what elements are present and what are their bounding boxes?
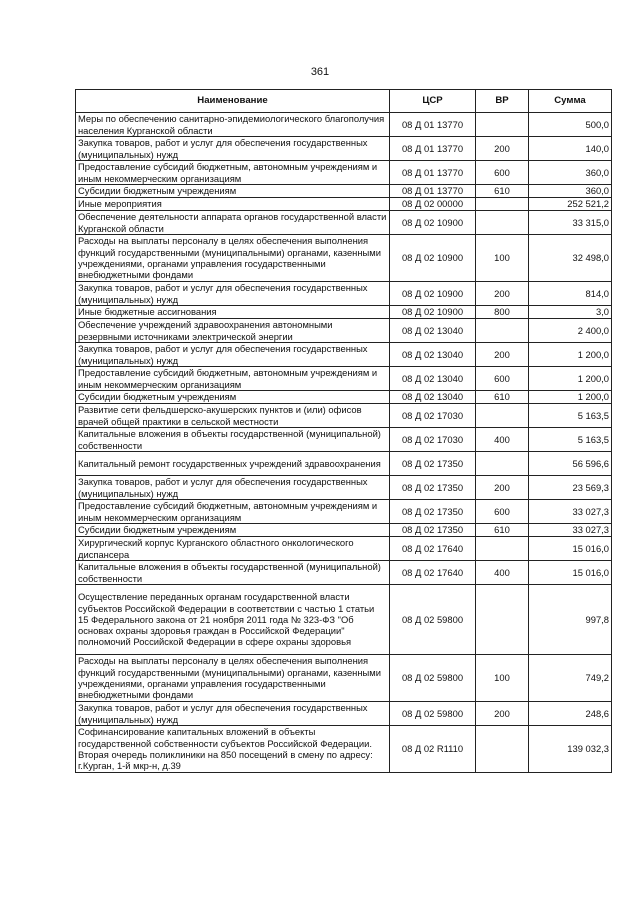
cell-vr: 200 — [476, 137, 529, 161]
table-row — [76, 500, 612, 524]
cell-vr: 600 — [476, 161, 529, 185]
cell-name: Расходы на выплаты персоналу в целях обеспечения выполнения функций государственными (муниципальными) органами, казенными учреждениями, органами управления государственными внебюджетными фондами — [76, 655, 390, 702]
cell-sum: 33 315,0 — [529, 211, 612, 235]
table-row — [76, 367, 612, 391]
cell-vr: 600 — [476, 500, 529, 524]
cell-sum: 139 032,3 — [529, 726, 612, 773]
cell-name: Закупка товаров, работ и услуг для обеспечения государственных (муниципальных) нужд — [76, 702, 390, 726]
cell-name: Предоставление субсидий бюджетным, автономным учреждениям и иным некоммерческим организациям — [76, 367, 390, 391]
cell-name: Субсидии бюджетным учреждениям — [76, 185, 390, 198]
cell-name: Иные бюджетные ассигнования — [76, 306, 390, 319]
cell-name: Капитальные вложения в объекты государственной (муниципальной) собственности — [76, 561, 390, 585]
cell-sum: 15 016,0 — [529, 561, 612, 585]
cell-name: Капитальные вложения в объекты государственной (муниципальной) собственности — [76, 428, 390, 452]
cell-name: Иные мероприятия — [76, 198, 390, 211]
table-row — [76, 537, 612, 561]
cell-csr: 08 Д 02 17640 — [390, 561, 476, 585]
cell-sum: 1 200,0 — [529, 391, 612, 404]
cell-name: Развитие сети фельдшерско-акушерских пунктов и (или) офисов врачей общей практики в сельской местности — [76, 404, 390, 428]
table-row — [76, 306, 612, 319]
cell-sum: 32 498,0 — [529, 235, 612, 282]
cell-csr: 08 Д 02 10900 — [390, 306, 476, 319]
cell-csr: 08 Д 02 59800 — [390, 702, 476, 726]
cell-name: Меры по обеспечению санитарно-эпидемиологического благополучия населения Курганской области — [76, 113, 390, 137]
cell-vr — [476, 113, 529, 137]
cell-sum: 360,0 — [529, 185, 612, 198]
page-number: 361 — [310, 66, 330, 78]
cell-name: Хирургический корпус Курганского областного онкологического диспансера — [76, 537, 390, 561]
cell-csr: 08 Д 02 10900 — [390, 235, 476, 282]
cell-vr: 200 — [476, 476, 529, 500]
cell-vr: 800 — [476, 306, 529, 319]
table-row — [76, 198, 612, 211]
cell-name: Закупка товаров, работ и услуг для обеспечения государственных (муниципальных) нужд — [76, 282, 390, 306]
cell-sum: 500,0 — [529, 113, 612, 137]
cell-csr: 08 Д 01 13770 — [390, 185, 476, 198]
table-row — [76, 343, 612, 367]
cell-sum: 749,2 — [529, 655, 612, 702]
table-row — [76, 235, 612, 282]
cell-sum: 5 163,5 — [529, 428, 612, 452]
cell-name: Предоставление субсидий бюджетным, автономным учреждениям и иным некоммерческим организациям — [76, 161, 390, 185]
table-row — [76, 561, 612, 585]
cell-vr — [476, 452, 529, 476]
cell-sum: 5 163,5 — [529, 404, 612, 428]
header-vr: ВР — [476, 90, 529, 113]
cell-sum: 15 016,0 — [529, 537, 612, 561]
cell-csr: 08 Д 01 13770 — [390, 161, 476, 185]
table-row — [76, 726, 612, 773]
cell-sum: 360,0 — [529, 161, 612, 185]
table-row — [76, 137, 612, 161]
cell-csr: 08 Д 02 13040 — [390, 343, 476, 367]
cell-vr: 200 — [476, 282, 529, 306]
cell-vr: 610 — [476, 524, 529, 537]
cell-name: Закупка товаров, работ и услуг для обеспечения государственных (муниципальных) нужд — [76, 343, 390, 367]
cell-sum: 23 569,3 — [529, 476, 612, 500]
cell-vr — [476, 211, 529, 235]
header-sum: Сумма — [529, 90, 612, 113]
cell-sum: 1 200,0 — [529, 343, 612, 367]
cell-csr: 08 Д 02 59800 — [390, 655, 476, 702]
cell-csr: 08 Д 02 13040 — [390, 391, 476, 404]
cell-vr: 200 — [476, 702, 529, 726]
cell-sum: 997,8 — [529, 585, 612, 655]
cell-name: Капитальный ремонт государственных учреждений здравоохранения — [76, 452, 390, 476]
cell-csr: 08 Д 01 13770 — [390, 113, 476, 137]
cell-csr: 08 Д 02 17350 — [390, 452, 476, 476]
cell-csr: 08 Д 02 13040 — [390, 367, 476, 391]
cell-sum: 814,0 — [529, 282, 612, 306]
table-row — [76, 185, 612, 198]
cell-sum: 1 200,0 — [529, 367, 612, 391]
cell-vr — [476, 585, 529, 655]
cell-vr: 100 — [476, 235, 529, 282]
cell-sum: 3,0 — [529, 306, 612, 319]
table-header-row — [76, 90, 612, 113]
cell-name: Закупка товаров, работ и услуг для обеспечения государственных (муниципальных) нужд — [76, 137, 390, 161]
table-row — [76, 404, 612, 428]
table-row — [76, 161, 612, 185]
cell-csr: 08 Д 02 17030 — [390, 428, 476, 452]
cell-csr: 08 Д 02 59800 — [390, 585, 476, 655]
cell-name: Софинансирование капитальных вложений в объекты государственной собственности субъектов Российской Федерации. Вторая очередь поликлиники на 850 посещений в смену по адресу: г.Курган, 1-й мкр-н, д.39 — [76, 726, 390, 773]
table-row — [76, 113, 612, 137]
header-name: Наименование — [76, 90, 390, 113]
cell-sum: 56 596,6 — [529, 452, 612, 476]
cell-csr: 08 Д 02 17350 — [390, 476, 476, 500]
table-row — [76, 702, 612, 726]
table-row — [76, 585, 612, 655]
cell-vr — [476, 404, 529, 428]
cell-sum: 2 400,0 — [529, 319, 612, 343]
cell-name: Обеспечение деятельности аппарата органов государственной власти Курганской области — [76, 211, 390, 235]
cell-vr: 600 — [476, 367, 529, 391]
table-row — [76, 282, 612, 306]
cell-csr: 08 Д 02 00000 — [390, 198, 476, 211]
table-row — [76, 428, 612, 452]
table-row — [76, 476, 612, 500]
cell-sum: 140,0 — [529, 137, 612, 161]
cell-vr — [476, 198, 529, 211]
cell-sum: 248,6 — [529, 702, 612, 726]
cell-csr: 08 Д 01 13770 — [390, 137, 476, 161]
cell-sum: 252 521,2 — [529, 198, 612, 211]
cell-vr — [476, 319, 529, 343]
cell-sum: 33 027,3 — [529, 524, 612, 537]
cell-csr: 08 Д 02 10900 — [390, 282, 476, 306]
cell-name: Расходы на выплаты персоналу в целях обеспечения выполнения функций государственными (муниципальными) органами, казенными учреждениями, органами управления государственными внебюджетными фондами — [76, 235, 390, 282]
cell-vr: 100 — [476, 655, 529, 702]
cell-vr: 400 — [476, 561, 529, 585]
cell-csr: 08 Д 02 10900 — [390, 211, 476, 235]
table-row — [76, 452, 612, 476]
cell-name: Обеспечение учреждений здравоохранения автономными резервными источниками электрической энергии — [76, 319, 390, 343]
cell-csr: 08 Д 02 17350 — [390, 524, 476, 537]
table-row — [76, 391, 612, 404]
cell-csr: 08 Д 02 17640 — [390, 537, 476, 561]
budget-table — [75, 89, 612, 773]
table-row — [76, 319, 612, 343]
cell-name: Осуществление переданных органам государственной власти субъектов Российской Федерации в соответствии с частью 1 статьи 15 Федерального закона от 21 ноября 2011 года № 323-ФЗ "Об основах охраны здоровья граждан в Российской Федерации" полномочий Российской Федерации в сфере охраны здоровья — [76, 585, 390, 655]
cell-csr: 08 Д 02 R1110 — [390, 726, 476, 773]
cell-vr — [476, 537, 529, 561]
cell-sum: 33 027,3 — [529, 500, 612, 524]
cell-name: Закупка товаров, работ и услуг для обеспечения государственных (муниципальных) нужд — [76, 476, 390, 500]
cell-vr — [476, 726, 529, 773]
cell-csr: 08 Д 02 13040 — [390, 319, 476, 343]
cell-vr: 400 — [476, 428, 529, 452]
cell-name: Субсидии бюджетным учреждениям — [76, 391, 390, 404]
cell-vr: 200 — [476, 343, 529, 367]
table-row — [76, 655, 612, 702]
table-row — [76, 211, 612, 235]
table-row — [76, 524, 612, 537]
cell-vr: 610 — [476, 185, 529, 198]
cell-vr: 610 — [476, 391, 529, 404]
cell-csr: 08 Д 02 17030 — [390, 404, 476, 428]
cell-name: Предоставление субсидий бюджетным, автономным учреждениям и иным некоммерческим организациям — [76, 500, 390, 524]
table-body — [76, 113, 612, 773]
header-csr: ЦСР — [390, 90, 476, 113]
cell-name: Субсидии бюджетным учреждениям — [76, 524, 390, 537]
cell-csr: 08 Д 02 17350 — [390, 500, 476, 524]
